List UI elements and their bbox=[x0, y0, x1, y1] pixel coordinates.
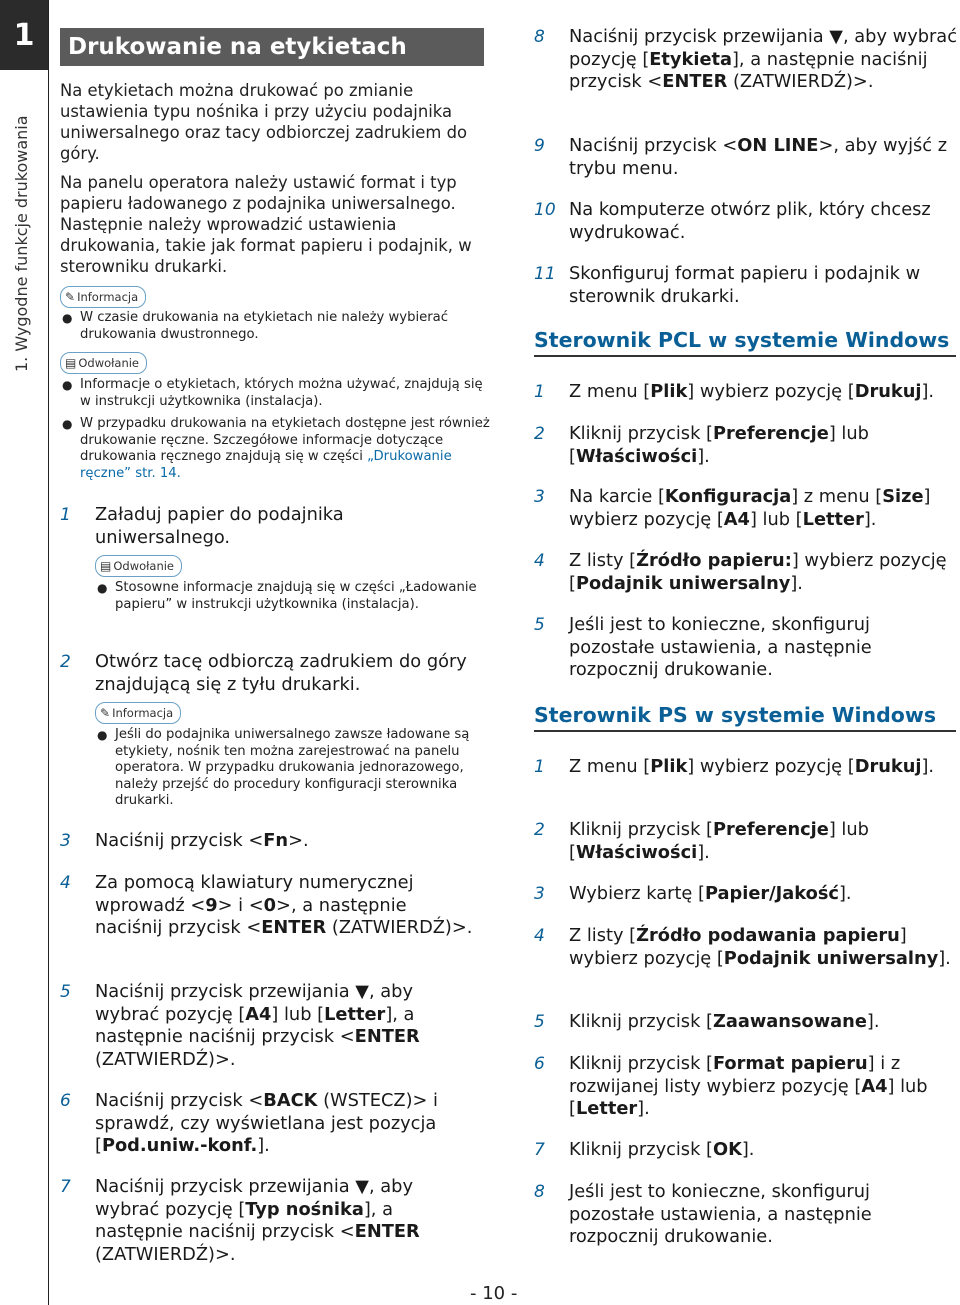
bullet-icon: ● bbox=[62, 417, 73, 431]
step-11: 11 Skonfiguruj format papieru i podajnik w sterownik drukarki. bbox=[534, 263, 921, 307]
step-5: 5 Naciśnij przycisk przewijania ▼, aby wybrać pozycję [A4] lub [Letter], a następnie naciśnij przycisk <ENTER (ZATWIERDŹ)>. bbox=[60, 981, 420, 1070]
pcl-driver-heading: Sterownik PCL w systemie Windows bbox=[534, 328, 956, 357]
pencil-icon: ✎ bbox=[65, 290, 76, 304]
ps-step-2: 2 Kliknij przycisk [Preferencje] lub [Właściwości]. bbox=[534, 819, 869, 863]
ps-step-8: 8 Jeśli jest to konieczne, skonfiguruj pozostałe ustawienia, a następnie rozpocznij drukowanie. bbox=[534, 1181, 872, 1247]
step-9: 9 Naciśnij przycisk <ON LINE>, aby wyjść z trybu menu. bbox=[534, 135, 948, 179]
reference-badge-label: Odwołanie bbox=[78, 356, 140, 370]
ps-step-7: 7 Kliknij przycisk [OK]. bbox=[534, 1139, 755, 1160]
step-6: 6 Naciśnij przycisk <BACK (WSTECZ)> i sprawdź, czy wyświetlana jest pozycja [Pod.uniw.-konf.]. bbox=[60, 1090, 439, 1156]
note-item: ● W czasie drukowania na etykietach nie należy wybierać drukowania dwustronnego. bbox=[62, 310, 449, 342]
info-badge: ✎ Informacja bbox=[95, 702, 181, 724]
ps-driver-heading: Sterownik PS w systemie Windows bbox=[534, 703, 956, 732]
section-title: Drukowanie na etykietach bbox=[60, 28, 484, 66]
book-icon: ▤ bbox=[100, 559, 112, 573]
pcl-step-5: 5 Jeśli jest to konieczne, skonfiguruj pozostałe ustawienia, a następnie rozpocznij drukowanie. bbox=[534, 614, 872, 680]
pcl-step-3: 3 Na karcie [Konfiguracja] z menu [Size] wybierz pozycję [A4] lub [Letter]. bbox=[534, 486, 931, 530]
intro-paragraph-1: Na etykietach można drukować po zmianie ustawienia typu nośnika i przy użyciu podajnika uniwersalnego oraz tacy odbiorczej zadrukiem do góry. bbox=[60, 81, 468, 163]
step-7: 7 Naciśnij przycisk przewijania ▼, aby wybrać pozycję [Typ nośnika], a następnie naciśnij przycisk <ENTER (ZATWIERDŹ)>. bbox=[60, 1176, 420, 1265]
book-icon: ▤ bbox=[65, 356, 77, 370]
step-10: 10 Na komputerze otwórz plik, który chcesz wydrukować. bbox=[534, 199, 931, 243]
step-8: 8 Naciśnij przycisk przewijania ▼, aby wybrać pozycję [Etykieta], a następnie naciśnij przycisk <ENTER (ZATWIERDŹ)>. bbox=[534, 26, 957, 92]
ps-step-6: 6 Kliknij przycisk [Format papieru] i z rozwijanej listy wybierz pozycję [A4] lub [Letter]. bbox=[534, 1053, 928, 1119]
step-4: 4 Za pomocą klawiatury numerycznej wprowadź <9> i <0>, a następnie naciśnij przycisk <ENTER (ZATWIERDŹ)>. bbox=[60, 872, 473, 938]
bullet-icon: ● bbox=[62, 311, 73, 325]
pcl-step-2: 2 Kliknij przycisk [Preferencje] lub [Właściwości]. bbox=[534, 423, 869, 467]
ps-step-4: 4 Z listy [Źródło podawania papieru] wybierz pozycję [Podajnik uniwersalny]. bbox=[534, 925, 951, 969]
note-item: ● Jeśli do podajnika uniwersalnego zawsze ładowane są etykiety, nośnik ten można zarejestrować na panelu operatora. W przypadku drukowania jednorazowego, należy przejść do procedury konfiguracji sterownika drukarki. bbox=[97, 727, 470, 808]
ps-step-1: 1 Z menu [Plik] wybierz pozycję [Drukuj]. bbox=[534, 756, 935, 777]
reference-badge bbox=[60, 352, 147, 374]
manual-print-link[interactable]: „Drukowanie ręczne” str. 14. bbox=[80, 449, 452, 481]
note-item: ● Informacje o etykietach, których można używać, znajdują się w instrukcji użytkownika (instalacja). bbox=[62, 377, 483, 409]
bullet-icon: ● bbox=[97, 581, 108, 595]
reference-badge: ▤ Odwołanie bbox=[95, 555, 182, 577]
pcl-step-4: 4 Z listy [Źródło papieru:] wybierz pozycję [Podajnik uniwersalny]. bbox=[534, 550, 947, 594]
bullet-icon: ● bbox=[62, 378, 73, 392]
intro-paragraph-2: Na panelu operatora należy ustawić format i typ papieru ładowanego z podajnika uniwersalnego. Następnie należy wprowadzić ustawienia drukowania, takie jak format papieru i podajnik, w sterowniku drukarki. bbox=[60, 173, 472, 276]
pcl-step-1: 1 Z menu [Plik] wybierz pozycję [Drukuj]. bbox=[534, 381, 935, 402]
step-2: 2 Otwórz tacę odbiorczą zadrukiem do góry znajdującą się z tyłu drukarki. bbox=[60, 651, 467, 695]
page-number: - 10 - bbox=[470, 1283, 518, 1304]
info-badge bbox=[60, 286, 146, 308]
step-1: 1 Załaduj papier do podajnika uniwersalnego. bbox=[60, 504, 344, 548]
ps-step-5: 5 Kliknij przycisk [Zaawansowane]. bbox=[534, 1011, 880, 1032]
bullet-icon: ● bbox=[97, 728, 108, 742]
ps-step-3: 3 Wybierz kartę [Papier/Jakość]. bbox=[534, 883, 852, 904]
step-3: 3 Naciśnij przycisk <Fn>. bbox=[60, 830, 309, 851]
chapter-tab: 1 bbox=[0, 0, 48, 70]
note-item: ● Stosowne informacje znajdują się w części „Ładowanie papieru” w instrukcji użytkownika (instalacja). bbox=[97, 580, 477, 612]
pencil-icon: ✎ bbox=[100, 706, 111, 720]
side-divider bbox=[48, 0, 49, 1305]
note-item: ● W przypadku drukowania na etykietach dostępne jest również drukowanie ręczne. Szczegółowe informacje dotyczące drukowania ręcznego znajdują się w części „Drukowanie ręczne” str. 14. bbox=[62, 416, 490, 481]
info-badge-label: Informacja bbox=[77, 290, 139, 304]
side-chapter-label: 1. Wygodne funkcje drukowania bbox=[12, 115, 31, 372]
